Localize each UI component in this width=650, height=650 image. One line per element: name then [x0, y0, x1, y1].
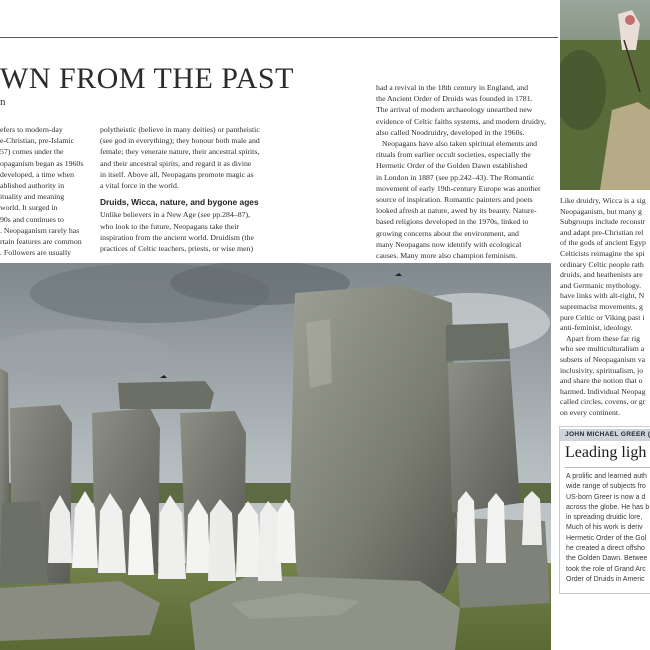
- text-line: and their ancestral spirits, and regard it as divine: [100, 158, 252, 168]
- text-line: rituals from earlier occult societies, especially the: [376, 150, 531, 160]
- text-line: many Neopagans now identify with ecological: [376, 239, 522, 249]
- biography-infobox: [559, 426, 650, 594]
- body-column-3: [376, 82, 552, 261]
- text-line: Hermetic Order of the Gol: [566, 534, 647, 542]
- text-line: ablished authority in: [0, 181, 65, 191]
- text-line: anti-feminist, ideology.: [560, 323, 633, 333]
- text-line: Subgroups include reconstr: [560, 217, 646, 227]
- text-line: world. It surged in: [0, 203, 58, 213]
- infobox-tag: JOHN MICHAEL GREER (: [560, 429, 650, 441]
- text-line: The arrival of modern archaeology unearthed new: [376, 105, 533, 115]
- text-line: efers to modern-day: [0, 125, 63, 134]
- text-line: US-born Greer is now a d: [566, 493, 646, 501]
- text-line: causes. Many more also champion feminism.: [376, 251, 517, 261]
- infobox-text: [566, 472, 649, 585]
- text-line: A prolific and learned auth: [566, 473, 647, 480]
- text-line: he created a direct offsho: [566, 545, 645, 553]
- text-line: e-Christian, pre-Islamic: [0, 136, 75, 146]
- text-line: Neopaganism, but many g: [560, 206, 642, 216]
- text-line: ituality and meaning: [0, 192, 65, 202]
- text-line: supremacist movements, g: [560, 301, 643, 311]
- text-line: Hermetic Order of the Golden Dawn established: [376, 161, 528, 171]
- wicca-ritual-photo: [560, 0, 650, 190]
- text-line: pure Celtic or Viking past i: [560, 312, 645, 322]
- text-line: took the role of Grand Arc: [566, 565, 646, 573]
- text-line: inspiration from the ancient world. Druidism (the: [100, 232, 254, 242]
- page-subhead: n: [0, 96, 6, 108]
- text-line: 90s and continues to: [0, 214, 64, 224]
- text-line: in itself. Above all, Neopagans promote magic as: [100, 169, 254, 179]
- text-line: Like druidry, Wicca is a sig: [560, 196, 646, 205]
- text-line: polytheistic (believe in many deities) or pantheistic: [100, 125, 260, 134]
- text-line: source of inspiration. Romantic painters and poets: [376, 195, 533, 205]
- infobox-title: Leading ligh: [565, 444, 647, 461]
- text-line: on every continent.: [560, 407, 620, 417]
- text-line: who see multiculturalism a: [560, 344, 645, 354]
- text-line: wide range of subjects fro: [566, 483, 646, 491]
- text-line: who look to the future, Neopagans take their: [100, 221, 240, 231]
- text-line: Apart from these far rig: [566, 333, 641, 343]
- text-line: practices of Celtic teachers, priests, or wise men): [100, 244, 254, 254]
- text-line: of the gods of ancient Egyp: [560, 238, 646, 248]
- text-line: . Neopaganism rarely has: [0, 225, 80, 235]
- text-line: and adapt pre-Christian rel: [560, 227, 644, 237]
- text-line: based religions developed in the 1970s, linked to: [376, 217, 529, 227]
- body-column-2: [100, 124, 272, 254]
- text-line: growing concerns about the environment, and: [376, 228, 519, 238]
- text-line: the Ancient Order of Druids was founded in 1781.: [376, 94, 533, 104]
- text-line: opaganism began as 1960s: [0, 158, 84, 168]
- text-line: the Golden Dawn. Betwee: [566, 555, 648, 563]
- text-line: called circles, covens, or gr: [560, 397, 646, 407]
- text-line: druids, and heathenists are: [560, 270, 643, 280]
- text-line: and Germanic mythology.: [560, 280, 642, 290]
- page-headline: WN FROM THE PAST: [0, 62, 294, 95]
- text-line: have links with alt-right, N: [560, 291, 645, 301]
- top-rule: [0, 37, 558, 38]
- text-line: Celticists reimagine the spi: [560, 248, 645, 258]
- text-line: . Followers are usually: [0, 248, 72, 258]
- text-line: and share the notion that o: [560, 376, 643, 386]
- section-heading: Druids, Wicca, nature, and bygone ages: [100, 197, 259, 208]
- text-line: ordinary Celtic people rath: [560, 259, 644, 269]
- text-line: (see god in everything); they honour both male and: [100, 136, 260, 146]
- text-line: in London in 1887 (see pp.242–43). The Romantic: [376, 172, 535, 182]
- body-column-1: [0, 124, 88, 258]
- text-line: subsets of Neopaganism va: [560, 354, 646, 364]
- text-line: Neopagans have also taken spiritual elements and: [382, 139, 538, 149]
- text-line: looked afresh at nature, awed by its beauty. Nature-: [376, 206, 537, 216]
- text-line: movement of early 19th-century Europe was another: [376, 183, 541, 193]
- text-line: rtain features are common: [0, 237, 82, 247]
- text-line: Order of Druids in Americ: [566, 575, 645, 583]
- text-line: across the globe. He has b: [566, 503, 650, 511]
- infobox-rule: [565, 467, 650, 468]
- text-line: evidence of Celtic faiths systems, and modern druidry,: [376, 116, 546, 126]
- text-line: developed, a time when: [0, 169, 75, 179]
- sidebar-text: [560, 196, 650, 418]
- text-line: harmed. Individual Neopag: [560, 386, 646, 396]
- text-line: also called Neodruidry, developed in the 1960s.: [376, 127, 525, 137]
- stonehenge-druids-photo: [0, 263, 551, 650]
- text-line: 57) comes under the: [0, 147, 64, 157]
- text-line: female; they venerate nature, their ancestral spirits,: [100, 147, 260, 157]
- text-line: had a revival in the 18th century in England, and: [376, 83, 528, 92]
- text-line: Much of his work is deriv: [566, 524, 643, 532]
- text-line: in spreading druidic lore,: [566, 514, 643, 522]
- text-line: Unlike believers in a New Age (see pp.284–87),: [100, 210, 251, 220]
- text-line: a vital force in the world.: [100, 181, 179, 191]
- text-line: inclusivity, spiritualism, jo: [560, 365, 644, 375]
